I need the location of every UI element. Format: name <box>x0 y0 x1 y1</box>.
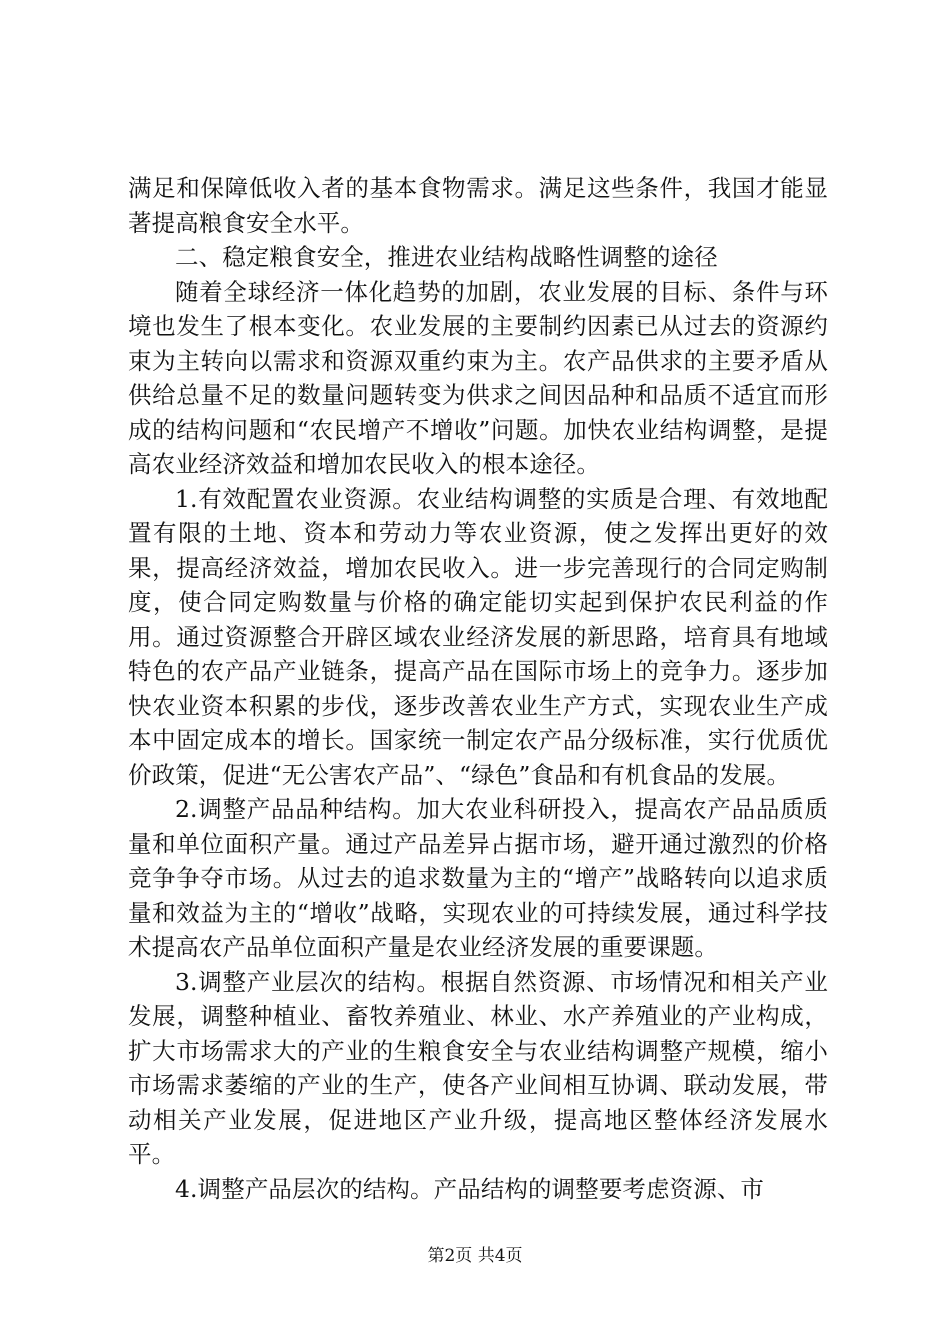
paragraph-1: 满足和保障低收入者的基本食物需求。满足这些条件，我国才能显著提高粮食安全水平。 <box>128 174 828 237</box>
paragraph-item-1: 1.有效配置农业资源。农业结构调整的实质是合理、有效地配置有限的土地、资本和劳动力等农业资源，使之发挥出更好的效果，提高经济效益，增加农民收入。进一步完善现行的合同定购制度，使合同定购数量与价格的确定能切实起到保护农民利益的作用。通过资源整合开辟区域农业经济发展的新思路，培育具有地域特色的农产品产业链条，提高产品在国际市场上的竞争力。逐步加快农业资本积累的步伐，逐步改善农业生产方式，实现农业生产成本中固定成本的增长。国家统一制定农产品分级标准，实行优质优价政策，促进“无公害农产品”、“绿色”食品和有机食品的发展。 <box>128 484 828 789</box>
document-body <box>128 171 828 1206</box>
page-number-label: 第2页 共4页 <box>427 1246 523 1266</box>
section-heading: 二、稳定粮食安全，推进农业结构战略性调整的途径 <box>175 243 718 271</box>
paragraph-item-3: 3.调整产业层次的结构。根据自然资源、市场情况和相关产业发展，调整种植业、畜牧养殖业、林业、水产养殖业的产业构成，扩大市场需求大的产业的生粮食安全与农业结构调整产规模，缩小市场需求萎缩的产业的生产，使各产业间相互协调、联动发展，带动相关产业发展，促进地区产业升级，提高地区整体经济发展水平。 <box>128 967 828 1168</box>
paragraph-item-2: 2.调整产品品种结构。加大农业科研投入，提高农产品品质质量和单位面积产量。通过产品差异占据市场，避开通过激烈的价格竞争争夺市场。从过去的追求数量为主的“增产”战略转向以追求质量和效益为主的“增收”战略，实现农业的可持续发展，通过科学技术提高农产品单位面积产量是农业经济发展的重要课题。 <box>128 795 828 961</box>
page-footer <box>0 1245 950 1267</box>
paragraph-intro: 随着全球经济一体化趋势的加剧，农业发展的目标、条件与环境也发生了根本变化。农业发展的主要制约因素已从过去的资源约束为主转向以需求和资源双重约束为主。农产品供求的主要矛盾从供给总量不足的数量问题转变为供求之间因品种和品质不适宜而形成的结构问题和“农民增产不增收”问题。加快农业结构调整，是提高农业经济效益和增加农民收入的根本途径。 <box>128 277 828 478</box>
paragraph-item-4: 4.调整产品层次的结构。产品结构的调整要考虑资源、市 <box>175 1174 765 1203</box>
